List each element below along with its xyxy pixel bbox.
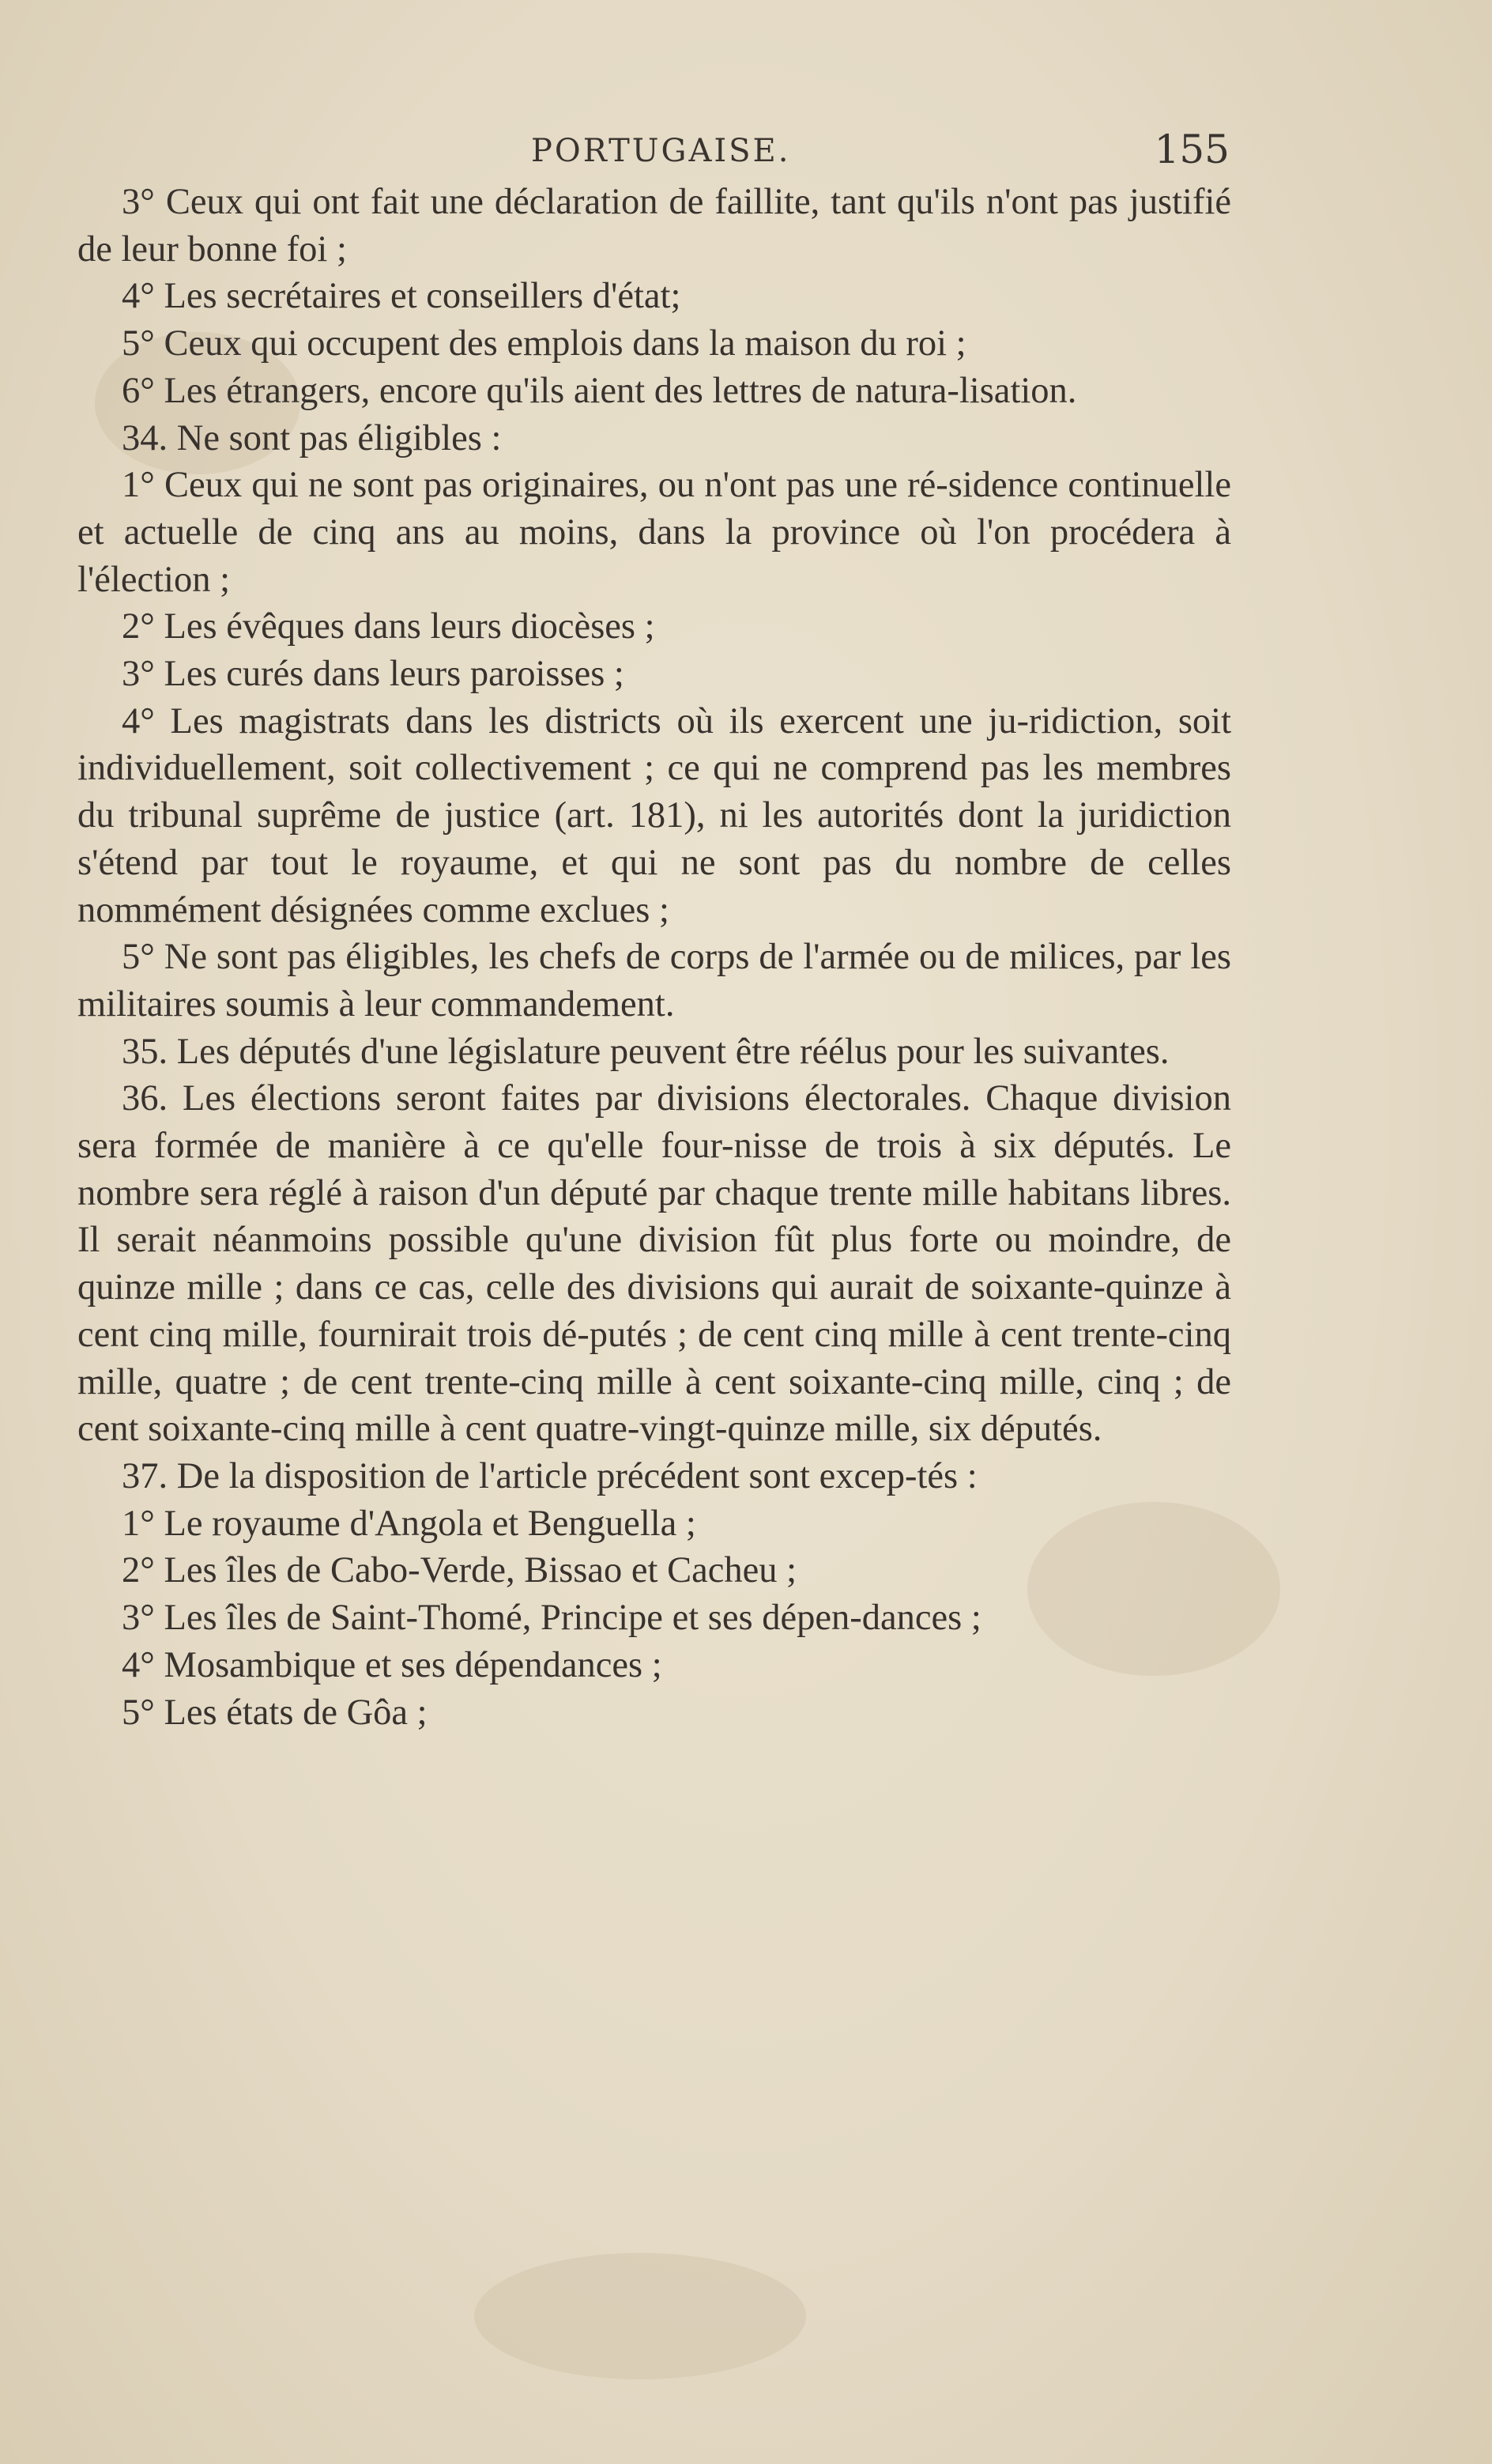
paragraph: 35. Les députés d'une législature peuvent être réélus pour les suivantes. xyxy=(122,1031,1170,1072)
paragraph: 1° Le royaume d'Angola et Benguella ; xyxy=(122,1503,696,1544)
paragraph: 3° Les curés dans leurs paroisses ; xyxy=(122,654,624,695)
paragraph: 2° Les évêques dans leurs diocèses ; xyxy=(122,606,655,647)
paragraph: 6° Les étrangers, encore qu'ils aient des lettres de natura-lisation. xyxy=(122,370,1077,411)
paragraph: 4° Mosambique et ses dépendances ; xyxy=(122,1644,662,1685)
paragraph: 4° Les secrétaires et conseillers d'état; xyxy=(122,276,681,317)
paragraph: 34. Ne sont pas éligibles : xyxy=(122,417,502,458)
paragraph: 3° Ceux qui ont fait une déclaration de faillite, tant qu'ils n'ont pas justifié de leur bonne foi ; xyxy=(77,182,1231,270)
running-head: PORTUGAISE. xyxy=(531,133,791,169)
paragraph: 3° Les îles de Saint-Thomé, Principe et ses dépen-dances ; xyxy=(122,1598,981,1639)
paragraph: 5° Les états de Gôa ; xyxy=(122,1692,428,1733)
body-text xyxy=(77,179,1231,1736)
paper-stain xyxy=(474,2253,806,2379)
page-number: 155 xyxy=(1154,126,1230,172)
paragraph: 1° Ceux qui ne sont pas originaires, ou n'ont pas une ré-sidence continuelle et actuelle de cinq ans au moins, dans la province où l'on procédera à l'élection ; xyxy=(77,465,1231,600)
page-header xyxy=(76,126,1230,174)
paragraph: 5° Ne sont pas éligibles, les chefs de corps de l'armée ou de milices, par les militaires soumis à leur commandement. xyxy=(77,937,1231,1024)
paragraph: 36. Les élections seront faites par divisions électorales. Chaque division sera formée de manière à ce qu'elle four-nisse de trois à six députés. Le nombre sera réglé à raison d'un député par chaque trente mille habitans libres. Il serait néanmoins possible qu'une division fût plus forte ou moindre, de quinze mille ; dans ce cas, celle des divisions qui aurait de soixante-quinze à cent cinq mille, fournirait trois dé-putés ; de cent cinq mille à cent trente-cinq mille, quatre ; de cent trente-cinq mille à cent soixante-cinq mille, cinq ; de cent soixante-cinq mille à cent quatre-vingt-quinze mille, six députés. xyxy=(77,1078,1231,1450)
paragraph: 37. De la disposition de l'article précédent sont excep-tés : xyxy=(122,1455,978,1496)
paragraph: 2° Les îles de Cabo-Verde, Bissao et Cacheu ; xyxy=(122,1550,797,1591)
paragraph: 4° Les magistrats dans les districts où ils exercent une ju-ridiction, soit individuellement, soit collectivement ; ce qui ne comprend pas les membres du tribunal suprême de justice (art. 181), ni les autorités dont la juridiction s'étend par tout le royaume, et qui ne sont pas du nombre de celles nommément désignées comme exclues ; xyxy=(77,700,1231,930)
paragraph: 5° Ceux qui occupent des emplois dans la maison du roi ; xyxy=(122,323,966,364)
